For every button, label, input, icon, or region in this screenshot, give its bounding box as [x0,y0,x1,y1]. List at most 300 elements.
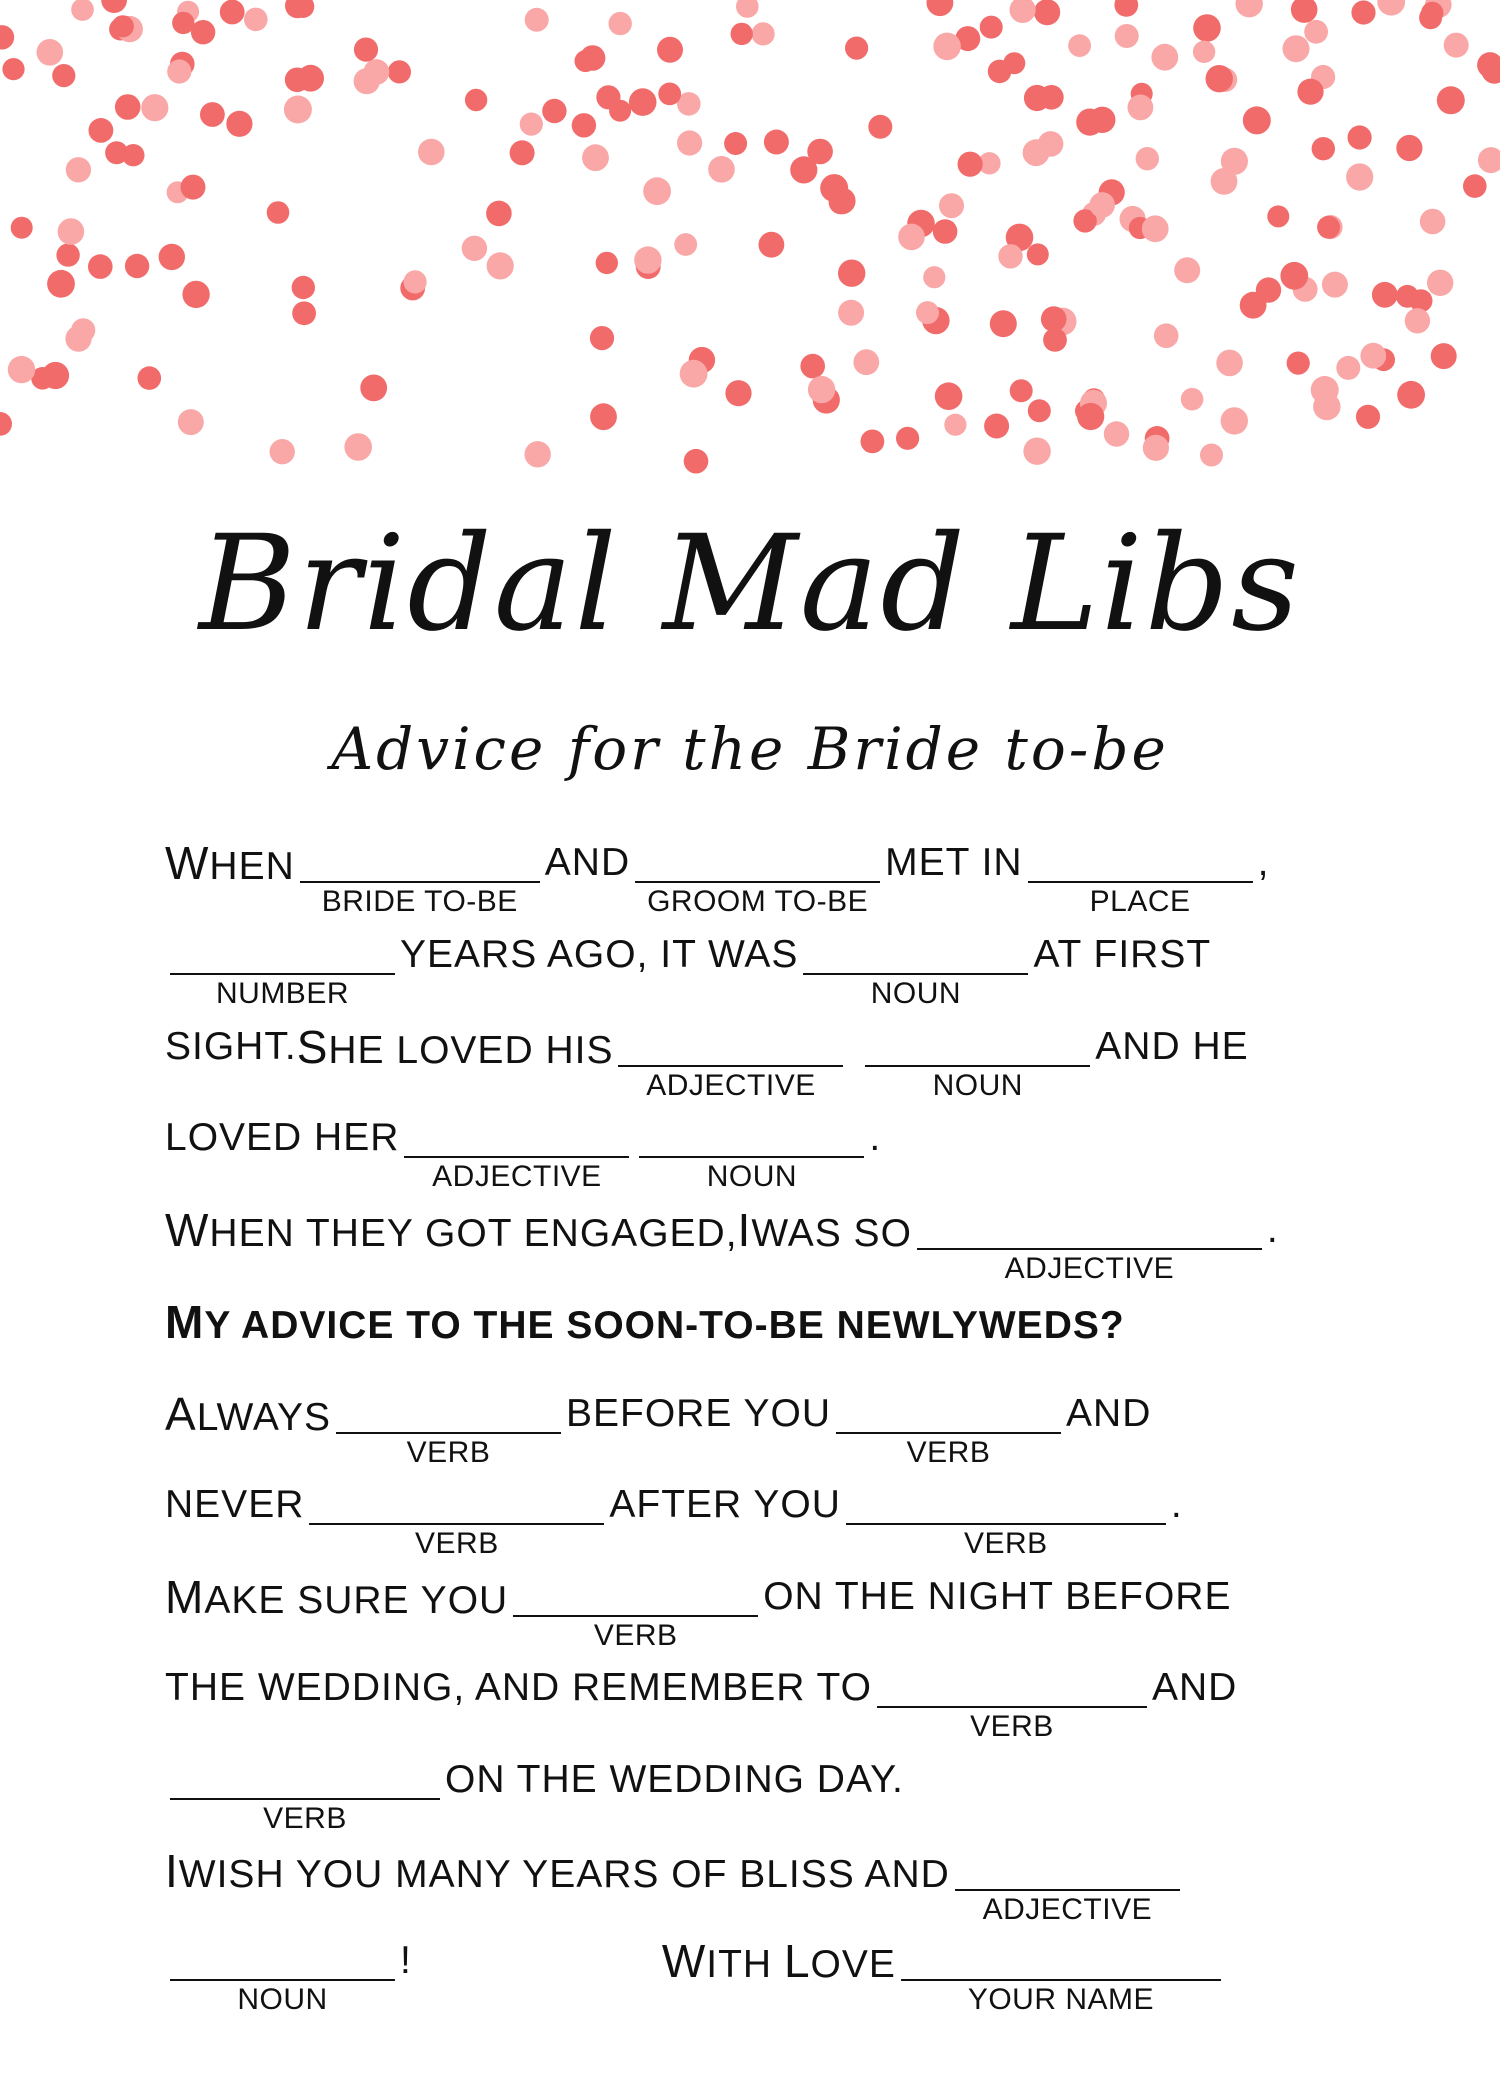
confetti-dot [939,193,964,218]
line-text [1095,1022,1248,1072]
confetti-dot [89,118,114,143]
text-segment: THE WEDDING, AND REMEMBER TO [165,1666,872,1709]
confetti-dot [1136,147,1159,170]
text-segment: ITH [706,1943,784,1986]
confetti-dot [122,144,144,166]
confetti-dot [1143,435,1169,461]
confetti-dot [1396,285,1419,308]
text-segment: Y ADVICE TO THE SOON-TO-BE NEWLYWEDS? [204,1304,1125,1347]
text-segment: SIGHT. [165,1025,297,1068]
confetti-dot [388,60,411,83]
blank-label: VERB [415,1527,499,1560]
confetti-dot [1221,407,1248,434]
text-segment: ON THE NIGHT BEFORE [763,1575,1232,1618]
confetti-dot [984,414,1009,439]
mad-lib-line-4 [165,1113,882,1193]
confetti-dot [1211,168,1238,195]
confetti-dot [1041,306,1067,332]
confetti-dot [958,152,983,177]
confetti-dot [1089,192,1115,218]
confetti-dot [1023,438,1050,465]
blank-label: VERB [970,1710,1054,1743]
confetti-dot [1240,292,1267,319]
confetti-dot [1348,125,1372,149]
confetti-dot [525,441,551,467]
confetti-dot [1356,405,1380,429]
confetti-dot [404,270,427,293]
confetti-dot [267,201,290,224]
fill-in-blank[interactable] [877,1663,1147,1743]
page-subtitle: Advice for the Bride to-be [331,715,1169,783]
confetti-dot [927,0,954,16]
confetti-dot [1396,135,1422,161]
confetti-dot [178,409,204,435]
mad-lib-line-11 [165,1755,904,1835]
line-text [165,1480,304,1530]
blank-label: ADJECTIVE [432,1160,602,1193]
confetti-dot [191,20,215,44]
fill-in-blank[interactable] [635,838,880,918]
line-text [165,1663,872,1713]
line-text [1152,1663,1237,1713]
blank-label: VERB [263,1802,347,1835]
line-text [165,1846,950,1896]
blank-label: ADJECTIVE [982,1893,1153,1926]
initial-capital: W [165,837,210,889]
confetti-dot [1346,163,1373,190]
confetti-dot [284,96,312,124]
confetti-dot [1419,6,1442,29]
confetti-dot [37,39,64,66]
confetti-dot [285,68,310,93]
line-text [1066,1389,1151,1439]
line-text [662,1936,784,1986]
confetti-dot [220,0,245,24]
text-segment: HEN [209,845,295,888]
mad-lib-line-1 [165,837,1270,918]
fill-in-blank[interactable] [300,838,540,918]
text-segment: AT FIRST [1033,933,1212,976]
confetti-dot [1304,20,1328,44]
confetti-dot [115,94,141,120]
confetti-dot [354,68,380,94]
confetti-dot [1312,137,1335,160]
mad-lib-line-10 [165,1663,1238,1743]
confetti-dot [838,260,865,287]
confetti-dot [643,177,671,205]
line-text [165,1389,331,1439]
confetti-dot [1322,272,1348,298]
confetti-dot [980,16,1003,39]
confetti-dot [1038,131,1064,157]
confetti-dot [1206,65,1233,92]
confetti-dot [66,157,91,182]
page-title: Bridal Mad Libs [198,507,1302,661]
confetti-dot [1236,0,1263,17]
confetti-dot [2,58,24,80]
text-segment: WISH YOU MANY YEARS OF BLISS AND [178,1853,950,1896]
confetti-dot [1267,205,1289,227]
blank-label: VERB [964,1527,1048,1560]
line-text [869,1113,881,1163]
confetti-dot [1181,388,1204,411]
line-text [165,1297,1125,1347]
confetti-dot [1068,34,1091,57]
confetti-dot [71,0,94,21]
confetti-dot [808,376,835,403]
blank-label: NOUN [932,1069,1023,1102]
line-text [445,1755,904,1805]
confetti-dot [724,132,747,155]
confetti-dot [520,113,543,136]
confetti-dot [916,301,939,324]
confetti-dot [47,270,75,298]
line-text [400,930,798,980]
text-segment: . [869,1116,882,1159]
text-segment: AFTER YOU [609,1483,841,1526]
blank-label: NOUN [237,1983,328,2016]
confetti-dot [923,266,945,288]
blank-label: ADJECTIVE [1004,1252,1175,1285]
confetti-dot [944,414,966,436]
confetti-dot [244,8,268,32]
initial-capital: M [165,1571,205,1623]
confetti-dot [1405,308,1430,333]
mad-lib-line-2 [165,930,1212,1010]
confetti-dot [200,102,225,127]
confetti-dot [1351,0,1375,24]
text-segment: , [1257,841,1270,884]
line-text [297,1022,614,1072]
confetti-dot [582,144,609,171]
confetti-dot [820,174,848,202]
fill-in-blank[interactable] [901,1936,1221,2016]
confetti-dot [1427,270,1453,296]
confetti-dot [572,113,596,137]
confetti-dot [486,201,512,227]
blank-label: ADJECTIVE [646,1069,816,1102]
confetti-dot [838,300,864,326]
confetti-dot [141,94,168,121]
confetti-dot [933,219,958,244]
fill-in-blank[interactable] [846,1480,1166,1560]
confetti-dot [1478,147,1500,173]
initial-capital: I [165,1845,179,1897]
text-segment: OVE [810,1943,896,1986]
confetti-dot [112,15,134,37]
line-text [1258,838,1270,888]
confetti-dot [1437,86,1465,114]
confetti-dot [800,354,825,379]
line-text [165,1022,297,1072]
confetti-dot [8,356,35,383]
initial-capital: W [165,1204,210,1256]
text-segment: ! [400,1939,412,1982]
confetti-dot [657,37,683,63]
confetti-dot [0,25,14,49]
confetti-dot [708,156,735,183]
fill-in-blank[interactable] [618,1022,843,1102]
confetti-dot [898,224,925,251]
confetti-dot [990,310,1017,337]
confetti-dot [725,380,751,406]
confetti-dot [182,281,209,308]
confetti-dot [1243,106,1271,134]
confetti-dot [1115,24,1139,48]
confetti-dot [167,59,191,83]
fill-in-blank[interactable] [803,930,1028,1010]
confetti-dots-decoration [0,0,1500,500]
fill-in-blank[interactable] [336,1389,561,1469]
fill-in-blank[interactable] [865,1022,1090,1102]
confetti-dot [807,139,833,165]
confetti-dot [590,326,614,350]
confetti-dot [226,111,252,137]
confetti-dot [1311,376,1339,404]
confetti-dot [1317,216,1340,239]
initial-capital: I [737,1204,752,1256]
confetti-dot [125,254,149,278]
confetti-dot [58,218,85,245]
confetti-dot [181,175,206,200]
confetti-dot [1291,0,1318,23]
confetti-dot [71,318,95,342]
text-segment: BEFORE YOU [566,1392,832,1435]
blank-label: VERB [406,1436,491,1469]
confetti-dot [1193,41,1215,63]
initial-capital: S [296,1021,329,1073]
confetti-dot [159,244,185,270]
mad-lib-line-9 [165,1571,1232,1652]
line-text [165,838,295,888]
confetti-dot [1151,44,1178,71]
text-segment: HE LOVED HIS [328,1029,614,1072]
mad-lib-line-6 [165,1297,1125,1359]
text-segment: AKE SURE YOU [204,1579,509,1622]
confetti-dot [575,50,597,72]
confetti-dot [590,403,617,430]
confetti-dot [1477,52,1500,78]
confetti-dot [935,382,963,410]
mad-lib-line-5 [165,1204,1279,1285]
fill-in-blank[interactable] [170,1755,440,1835]
confetti-dot [1360,343,1386,369]
confetti-dot [1128,95,1154,121]
confetti-dot [1010,379,1033,402]
confetti-dot [0,412,12,436]
blank-label: BRIDE TO-BE [321,885,518,918]
confetti-dot [1444,33,1469,58]
confetti-dot [998,244,1022,268]
confetti-dot [354,38,378,62]
text-segment: AND [1151,1666,1238,1709]
confetti-dot [462,236,487,261]
initial-capital: L [783,1935,811,1987]
confetti-dot [1027,243,1049,265]
line-text [165,1113,399,1163]
fill-in-blank[interactable] [404,1113,629,1193]
confetti-dot [1372,282,1398,308]
text-segment: MET IN [885,841,1023,884]
confetti-dot [609,12,632,35]
confetti-dot [1104,421,1129,446]
confetti-dot [1287,352,1310,375]
confetti-dot [752,22,775,45]
confetti-dot [1142,215,1169,242]
confetti-dot [510,140,535,165]
confetti-dot [42,362,69,389]
text-segment: AND HE [1095,1025,1249,1068]
line-text [609,1480,840,1530]
blank-label: PLACE [1089,885,1191,918]
confetti-dot [1200,444,1223,467]
text-segment: WAS SO [751,1212,912,1255]
confetti-dot [596,252,618,274]
confetti-dot [629,88,657,116]
confetti-dot [1283,35,1310,62]
confetti-dot [1336,356,1360,380]
mad-lib-line-8 [165,1480,1183,1560]
blank-label: NOUN [870,977,962,1010]
confetti-dot [418,139,445,166]
confetti-dot [1280,262,1308,290]
text-segment: . [1266,1208,1279,1251]
confetti-dot [1154,323,1179,348]
confetti-dot [292,301,316,325]
confetti-dot [1043,328,1067,352]
text-segment [848,1025,860,1068]
confetti-dot [896,427,919,450]
initial-capital: M [165,1296,205,1348]
fill-in-blank[interactable] [639,1113,864,1193]
mad-lib-line-7 [165,1388,1152,1469]
confetti-dot [88,254,113,279]
confetti-dot [731,23,753,45]
fill-in-blank[interactable] [1028,838,1253,918]
confetti-dot [1114,0,1138,17]
blank-label: VERB [593,1619,678,1652]
line-text [763,1572,1231,1622]
confetti-dot [1077,403,1104,430]
confetti-dot [138,366,162,390]
confetti-dot [1039,85,1064,110]
confetti-dot [1397,381,1425,409]
line-text [165,1572,508,1622]
fill-in-blank[interactable] [955,1846,1180,1926]
blank-label: VERB [906,1436,991,1469]
confetti-dot [845,37,868,60]
confetti-dot [56,243,79,266]
confetti-dot [1010,0,1036,23]
blank-label: NOUN [706,1160,798,1193]
confetti-dot [1420,209,1446,235]
text-segment: AND [544,841,631,884]
fill-in-blank[interactable] [309,1480,604,1560]
confetti-dot [1028,399,1051,422]
line-text [885,838,1022,888]
confetti-dot [764,130,789,155]
confetti-dot [487,252,514,279]
confetti-dot [270,439,295,464]
text-segment: NEVER [165,1483,305,1526]
text-segment: ON THE WEDDING DAY. [445,1758,904,1801]
line-text [566,1389,831,1439]
blank-label: YOUR NAME [967,1983,1154,2016]
confetti-dot [759,232,785,258]
confetti-dot [609,100,631,122]
confetti-dot [680,360,708,388]
confetti-dot [861,430,885,454]
mad-lib-line-12 [165,1845,1185,1926]
confetti-dot [658,83,681,106]
confetti-dot [684,449,709,474]
initial-capital: W [661,1935,707,1987]
text-segment: YEARS AGO, IT WAS [400,933,799,976]
confetti-dot [853,349,879,375]
mad-lib-line-3 [165,1021,1249,1102]
confetti-dot [634,246,661,273]
text-segment: HEN THEY GOT ENGAGED, [209,1212,738,1255]
blank-label: GROOM TO-BE [647,885,869,918]
confetti-dot [1297,79,1323,105]
confetti-dot [1193,14,1221,42]
mad-lib-line-13 [165,1935,1226,2016]
confetti-dot [1216,350,1243,377]
fill-in-blank[interactable] [170,930,395,1010]
line-text [165,1205,738,1255]
blank-label: NUMBER [215,977,349,1010]
confetti-dot [525,8,549,32]
fill-in-blank[interactable] [836,1389,1061,1469]
confetti-dot [674,233,697,256]
confetti-dot [1076,109,1103,136]
text-segment: . [1170,1483,1183,1526]
confetti-dot [101,0,127,13]
line-text [848,1022,860,1072]
confetti-dot [1034,0,1060,25]
confetti-dot [933,33,961,61]
confetti-dot [11,217,33,239]
confetti-dot [1377,0,1405,16]
confetti-dot [542,99,566,123]
text-segment: LWAYS [196,1396,331,1439]
line-text [400,1936,412,1986]
fill-in-blank[interactable] [513,1572,758,1652]
confetti-dot [1174,257,1200,283]
line-text [738,1205,912,1255]
fill-in-blank[interactable] [170,1936,395,2016]
confetti-dot [465,89,487,111]
line-text [545,838,630,888]
confetti-dot [1463,174,1487,198]
confetti-dot [360,375,387,402]
text-segment: AND [1066,1392,1152,1435]
confetti-dot [736,0,759,18]
text-segment: LOVED HER [165,1116,400,1159]
fill-in-blank[interactable] [917,1205,1262,1285]
line-text [1033,930,1211,980]
confetti-dot [1003,52,1025,74]
confetti-dot [677,130,702,155]
confetti-dot [344,433,372,461]
confetti-dot [1431,343,1457,369]
line-text [1267,1205,1279,1255]
confetti-dot [52,64,75,87]
line-text [1171,1480,1183,1530]
initial-capital: A [165,1388,197,1440]
line-text [784,1936,896,1986]
confetti-dot [292,276,315,299]
